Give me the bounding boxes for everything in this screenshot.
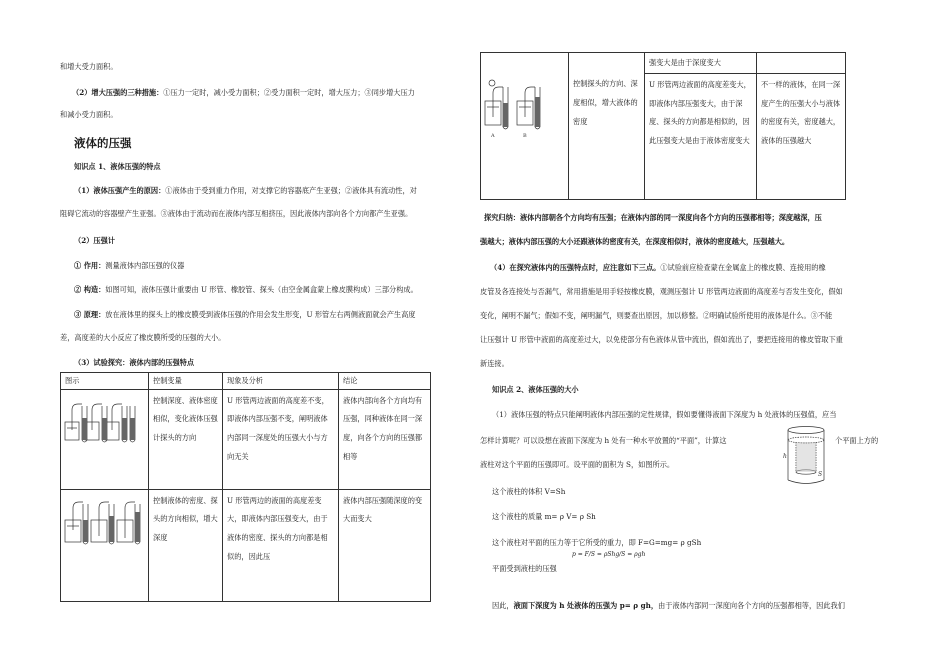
text-line: 阻碍它流动的容器壁产生亚强。③液体由于流动而在液体内部互相挤压，因此液体内部向各个方向都产生亚强。: [60, 209, 413, 218]
kp1-title: 知识点 1、液体压强的特点: [74, 162, 161, 171]
conclusion-cell: 液体内部向各个方向均有压强，同种液体在同一深度，向各个方向的压强都相等: [339, 389, 431, 489]
table-row: [61, 389, 431, 489]
table-header-row: [61, 373, 431, 390]
use-paragraph: ① 作用：测量液体内部压强的仪器: [74, 261, 185, 270]
phenomenon-cell: U 形管两边液面的高度差不变，即液体内部压强不变，阐明液体内部同一深度处的压强大小与方向无关: [223, 389, 339, 489]
principle-paragraph: ③ 原理：放在液体里的探头上的橡皮膜受到液体压强的作用会发生形变，U 形管左右两侧液面就会产生高度: [74, 310, 416, 319]
conclusion-cell: 液体内部压强随深度的变大而变大: [339, 489, 431, 601]
phenomenon-cell: 强变大是由于深度变大: [645, 53, 757, 74]
text-line: 这个液柱对平面的压力等于它所受的重力，即 F=G=mg= ρ gSh: [492, 538, 702, 547]
pressure-gauge-density-figure: [483, 77, 565, 147]
table-row: [481, 73, 846, 199]
pressure-formula: p = F/S = ρShg/S = ρgh: [572, 551, 646, 558]
text-line: 新连接。: [480, 359, 509, 368]
text-line: 差，高度差的大小反应了橡皮膜所受的压强的大小。: [60, 333, 226, 342]
text-line: 让压强计 U 形管中液面的高度差过大，以免使部分有色液体从管中流出，假如流出了，要把连接用的橡皮管取下重: [480, 335, 843, 344]
depth-label: h: [783, 453, 787, 460]
table-header: 图示: [61, 373, 149, 390]
section-title: 液体的压强: [74, 136, 132, 150]
text-line: 皮管及各连接处与否漏气，常用措施是用手轻按橡皮膜，观测压强计 U 形管两边液面的高度差与否发生变化，假如: [480, 287, 843, 296]
pressure-gauge-direction-figure: [63, 394, 145, 454]
summary-line: 强越大；液体内部压强的大小还跟液体的密度有关，在深度相似时，液体的密度越大，压强越大。: [480, 237, 790, 246]
control-cell: 控制液体的密度、探头的方向相似，增大深度: [149, 489, 223, 601]
text-line: 液柱对这个平面的压强即可。设平面的面积为 S，如图所示。: [480, 460, 675, 469]
conclusion-cell: 不一样的液体，在同一深度产生的压强大小与液体的密度有关，密度越大，液体的压强越大: [757, 73, 846, 199]
text-line: 这个液柱的体积 V=Sh: [492, 487, 566, 496]
notes-paragraph: （4）在探究液体内的压强特点时，应注意如下三点。①试验前应检查蒙在金属盒上的橡皮膜、连接用的橡: [490, 263, 826, 272]
figure-cell: [481, 73, 569, 199]
structure-paragraph: ② 构造：如图可知，液体压强计重要由 U 形管、橡胶管、探头（由空金属盒蒙上橡皮膜构成）三部分构成。: [74, 285, 418, 294]
table-header: 结论: [339, 373, 431, 390]
text-line: 和减小受力面积。: [60, 110, 118, 119]
cause-paragraph: （1）液体压强产生的原因：①液体由于受到重力作用，对支撑它的容器底产生亚强；②液体具有流动性，对: [74, 186, 417, 195]
table-header: 现象及分析: [223, 373, 339, 390]
experiment-title: （3）试验探究：液体内部的压强特点: [74, 358, 195, 367]
kp2-title: 知识点 2、液体压强的大小: [492, 385, 579, 394]
text-line: 怎样计算呢？可以设想在液面下深度为 h 处有一种水平放置的“平面”，计算这: [480, 436, 727, 445]
control-cell: 控制探头的方向、深度相似，增大液体的密度: [569, 73, 645, 199]
table-row: [61, 489, 431, 601]
gauge-title: （2）压强计: [74, 236, 115, 245]
area-label: S: [818, 471, 823, 478]
text-line: （1）液体压强的特点只能阐明液体内部压强的定性规律，假如要懂得液面下深度为 h 处液体的压强值，应当: [492, 410, 837, 419]
measures-paragraph: （2）增大压强的三种措施：①压力一定时，减小受力面积；②受力面积一定时，增大压力；③同步增大压力: [72, 88, 415, 97]
liquid-column-figure: [780, 424, 832, 488]
text-line: 平面受到液柱的压强: [492, 564, 557, 573]
experiment-table-continued: [480, 52, 846, 200]
conclusion-paragraph: 因此，液面下深度为 h 处液体的压强为 p= ρ gh，由于液体内部同一深度向各个方向的压强都相等，因此我们: [492, 601, 845, 610]
phenomenon-cell: U 形管两边的液面的高度差变大，即液体内部压强变大，由于液体的密度、探头的方向都是相似的，因此压: [223, 489, 339, 601]
experiment-table: [60, 372, 431, 602]
figure-cell: [61, 389, 149, 489]
table-header: 控制变量: [149, 373, 223, 390]
phenomenon-cell: U 形管两边液面的高度差变大，即液体内部压强变大，由于深度、探头的方向都是相似的，因此压强变大是由于液体密度变大: [645, 73, 757, 199]
table-row: [481, 53, 846, 74]
figure-label-a: A: [491, 133, 495, 140]
text-line: 个平面上方的: [835, 436, 879, 445]
figure-label-b: B: [523, 133, 527, 140]
text-line: 和增大受力面积。: [60, 62, 118, 71]
control-cell: 控制深度、液体密度相似，变化液体压强计探头的方向: [149, 389, 223, 489]
text-line: 这个液柱的质量 m= ρ V= ρ Sh: [492, 512, 596, 521]
pressure-gauge-depth-figure: [63, 494, 145, 554]
text-line: 变化，阐明不漏气；假如不变，阐明漏气，则要查出原因，加以修整。②明确试验所使用的液体是什么。③不能: [480, 311, 833, 320]
summary-line: 探究归纳：液体内部朝各个方向均有压强；在液体内部的同一深度向各个方向的压强都相等；深度越深，压: [484, 213, 822, 222]
figure-cell: [61, 489, 149, 601]
